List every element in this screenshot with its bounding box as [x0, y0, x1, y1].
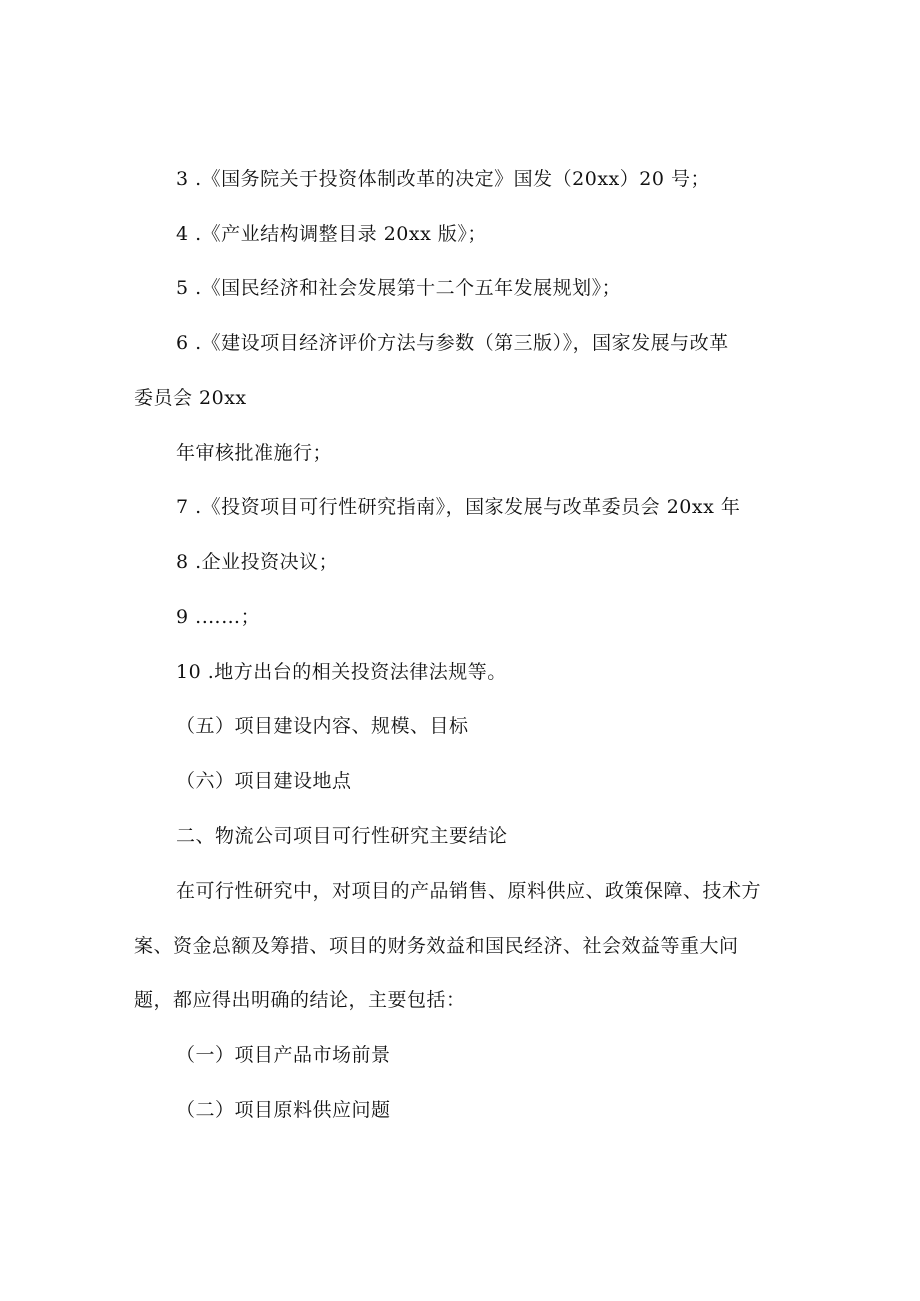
paragraph-line-3: 题，都应得出明确的结论，主要包括：: [134, 989, 466, 1011]
reference-item-6-continuation-2: 年审核批准施行；: [176, 442, 333, 464]
section-heading-2: 二、物流公司项目可行性研究主要结论: [176, 825, 508, 847]
subsection-heading-2: （二）项目原料供应问题: [176, 1099, 391, 1121]
reference-item-7: 7 .《投资项目可行性研究指南》，国家发展与改革委员会 20xx 年: [176, 496, 741, 518]
reference-item-3: 3 .《国务院关于投资体制改革的决定》国发（20xx）20 号；: [176, 168, 710, 190]
paragraph-line-2: 案、资金总额及筹措、项目的财务效益和国民经济、社会效益等重大问: [134, 935, 739, 957]
reference-item-6: 6 .《建设项目经济评价方法与参数（第三版）》，国家发展与改革: [176, 332, 729, 354]
reference-item-6-continuation: 委员会 20xx: [134, 387, 247, 409]
paragraph-line-1: 在可行性研究中，对项目的产品销售、原料供应、政策保障、技术方: [176, 880, 762, 902]
reference-item-4: 4 .《产业结构调整目录 20xx 版》；: [176, 223, 487, 245]
reference-item-10: 10 .地方出台的相关投资法律法规等。: [176, 661, 507, 683]
reference-item-8: 8 .企业投资决议；: [176, 551, 339, 573]
subsection-heading-1: （一）项目产品市场前景: [176, 1044, 391, 1066]
subsection-heading-5: （五）项目建设内容、规模、目标: [176, 715, 469, 737]
subsection-heading-6: （六）项目建设地点: [176, 770, 352, 792]
reference-item-9: 9 .……；: [176, 606, 261, 628]
reference-item-5: 5 .《国民经济和社会发展第十二个五年发展规划》；: [176, 277, 622, 299]
